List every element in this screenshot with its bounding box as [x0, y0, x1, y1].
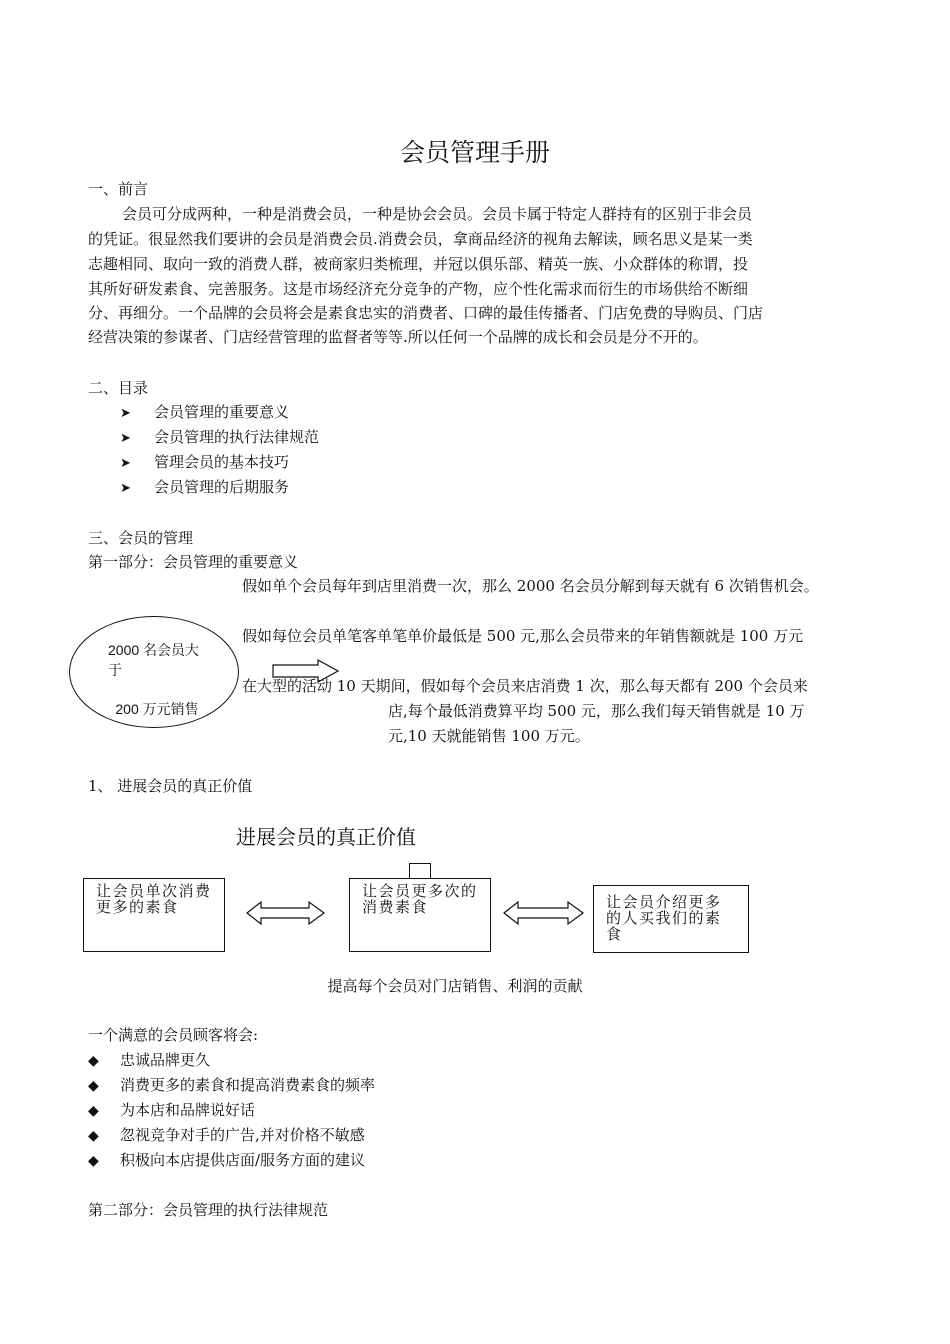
diamond-bullet-icon: ◆: [88, 1053, 99, 1069]
toc-item: ➤ 会员管理的重要意义: [120, 403, 290, 421]
arrowhead-bullet-icon: ➤: [120, 456, 131, 471]
preface-line: 其所好研发素食、完善服务。这是市场经济充分竞争的产物，应个性化需求而衍生的市场供给不断细: [88, 280, 749, 298]
preface-line: 会员可分成两种，一种是消费会员，一种是协会会员。会员卡属于特定人群持有的区别于非会员: [122, 205, 753, 223]
list-item: ◆ 忽视竞争对手的广告,并对价格不敏感: [88, 1126, 365, 1144]
value-item-heading: 1、 进展会员的真正价值: [88, 777, 253, 795]
importance-line-c1: 在大型的活动 10 天期间，假如每个会员来店消费 1 次，那么每天都有 200 个会员来: [242, 677, 808, 695]
value-box-3: 让会员介绍更多的人买我们的素食: [593, 885, 749, 953]
ellipse-bottom-text: 200 万元销售: [115, 701, 199, 717]
preface-line: 的凭证。很显然我们要讲的会员是消费会员.消费会员，拿商品经济的视角去解读，顾名思义是某一类: [88, 230, 753, 248]
diamond-bullet-icon: ◆: [88, 1078, 99, 1094]
list-item: ◆ 为本店和品牌说好话: [88, 1101, 256, 1119]
importance-line-c2: 店,每个最低消费算平均 500 元，那么我们每天销售就是 10 万: [388, 702, 805, 720]
ellipse-top-text: 2000 名会员大于: [108, 642, 200, 678]
diamond-bullet-icon: ◆: [88, 1153, 99, 1169]
preface-line: 分、再细分。一个品牌的会员将会是素食忠实的消费者、口碑的最佳传播者、门店免费的导购员、门店: [88, 304, 764, 322]
satisfied-heading: 一个满意的会员顾客将会:: [88, 1026, 259, 1044]
toc-item: ➤ 会员管理的执行法律规范: [120, 428, 320, 446]
list-item: ◆ 消费更多的素食和提高消费素食的频率: [88, 1076, 376, 1094]
list-item: ◆ 忠诚品牌更久: [88, 1051, 211, 1069]
diagram-title: 进展会员的真正价值: [236, 825, 416, 849]
page-title: 会员管理手册: [399, 138, 550, 167]
diamond-bullet-icon: ◆: [88, 1103, 99, 1119]
diamond-bullet-icon: ◆: [88, 1128, 99, 1144]
arrowhead-bullet-icon: ➤: [120, 481, 131, 496]
importance-line-b: 假如每位会员单笔客单笔单价最低是 500 元,那么会员带来的年销售额就是 100 万元: [242, 627, 804, 645]
importance-line-c3: 元,10 天就能销售 100 万元。: [388, 727, 590, 745]
section3-heading: 三、会员的管理: [88, 529, 194, 547]
diagram-caption: 提高每个会员对门店销售、利润的贡献: [327, 977, 583, 995]
arrowhead-bullet-icon: ➤: [120, 431, 131, 446]
preface-heading: 一、前言: [88, 180, 149, 198]
toc-item: ➤ 管理会员的基本技巧: [120, 453, 290, 471]
part2-heading: 第二部分：会员管理的执行法律规范: [88, 1201, 329, 1219]
importance-line-a: 假如单个会员每年到店里消费一次，那么 2000 名会员分解到每天就有 6 次销售机会。: [242, 577, 819, 595]
value-box-2: 让会员更多次的消费素食: [349, 878, 491, 952]
part1-heading: 第一部分：会员管理的重要意义: [88, 553, 299, 571]
double-arrow-icon: [246, 900, 326, 926]
list-item: ◆ 积极向本店提供店面/服务方面的建议: [88, 1151, 366, 1169]
toc-item: ➤ 会员管理的后期服务: [120, 478, 290, 496]
value-box-1: 让会员单次消费更多的素食: [83, 878, 225, 952]
arrowhead-bullet-icon: ➤: [120, 406, 131, 421]
double-arrow-icon: [503, 900, 585, 926]
preface-line: 经营决策的参谋者、门店经营管理的监督者等等.所以任何一个品牌的成长和会员是分不开的。: [88, 328, 708, 346]
toc-heading: 二、目录: [88, 379, 149, 397]
preface-line: 志趣相同、取向一致的消费人群，被商家归类梳理，并冠以俱乐部、精英一族、小众群体的称谓，投: [88, 255, 749, 273]
